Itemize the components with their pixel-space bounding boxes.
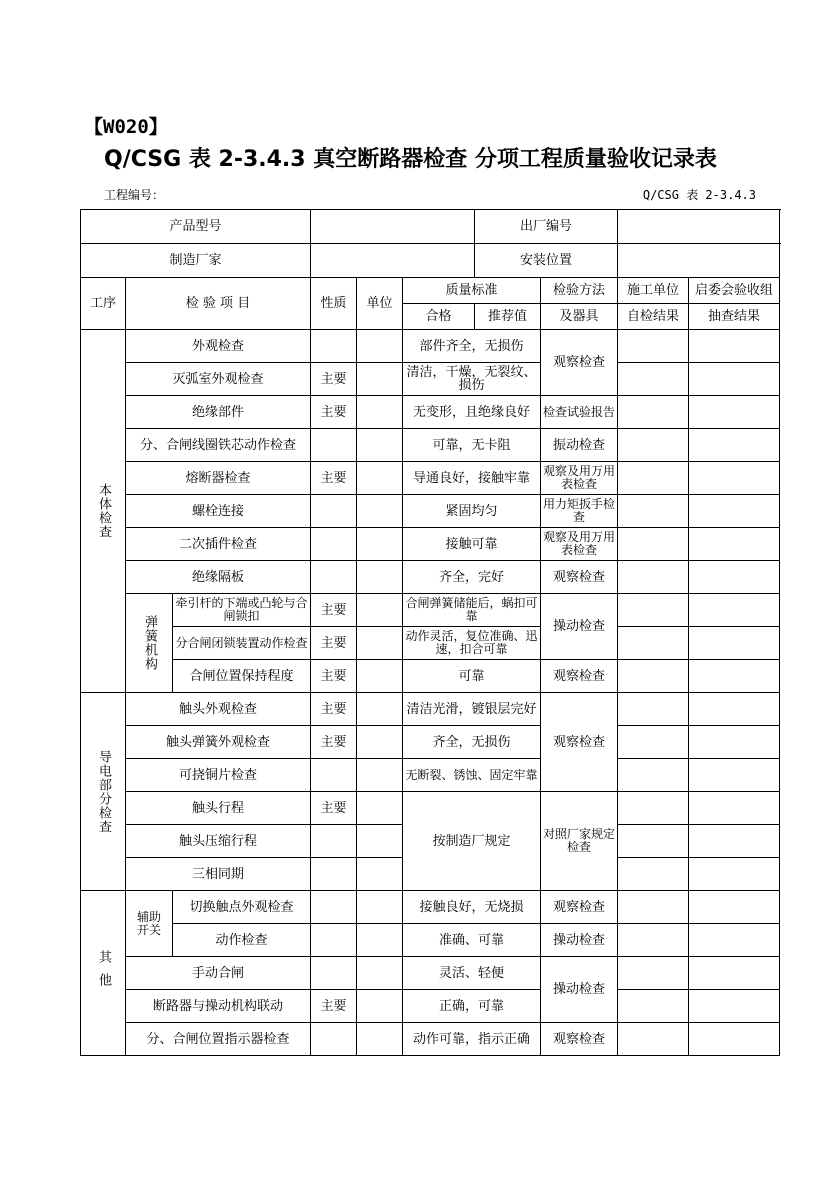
install-location-label: 安装位置: [475, 244, 618, 278]
table-row: [81, 462, 780, 495]
item: 触头压缩行程: [126, 825, 311, 858]
nature: [311, 759, 357, 792]
self-check-cell[interactable]: [618, 792, 689, 825]
method: 用力矩扳手检查: [541, 495, 618, 528]
unit-cell[interactable]: [357, 957, 403, 990]
nature: [311, 891, 357, 924]
self-check-cell[interactable]: [618, 924, 689, 957]
unit-cell[interactable]: [357, 990, 403, 1023]
nature: [311, 429, 357, 462]
inspection-table: [80, 209, 780, 1056]
table-row: [81, 726, 780, 759]
method: 观察及用万用表检查: [541, 462, 618, 495]
item: 触头弹簧外观检查: [126, 726, 311, 759]
standard: 准确、可靠: [403, 924, 541, 957]
item: 外观检查: [126, 330, 311, 363]
committee-cell[interactable]: [689, 594, 780, 627]
item: 分、合闸线圈铁芯动作检查: [126, 429, 311, 462]
committee-cell[interactable]: [689, 891, 780, 924]
group-body: 本体检查: [81, 330, 126, 693]
unit-cell[interactable]: [357, 495, 403, 528]
standard: 接触良好，无烧损: [403, 891, 541, 924]
table-row: [81, 924, 780, 957]
self-check-cell[interactable]: [618, 495, 689, 528]
item: 螺栓连接: [126, 495, 311, 528]
standard: 无变形，且绝缘良好: [403, 396, 541, 429]
self-check-cell[interactable]: [618, 825, 689, 858]
col-item: 检 验 项 目: [126, 278, 311, 330]
nature: [311, 528, 357, 561]
col-process: 工序: [81, 278, 126, 330]
committee-cell[interactable]: [689, 726, 780, 759]
nature: [311, 1023, 357, 1056]
table-row: [81, 1023, 780, 1056]
factory-no-value[interactable]: [618, 210, 780, 244]
committee-cell[interactable]: [689, 561, 780, 594]
item: 动作检查: [173, 924, 311, 957]
committee-cell[interactable]: [689, 396, 780, 429]
col-method-1: 检验方法: [541, 278, 618, 304]
table-row: [81, 429, 780, 462]
self-check-cell[interactable]: [618, 726, 689, 759]
committee-cell[interactable]: [689, 660, 780, 693]
install-location-value[interactable]: [618, 244, 780, 278]
method: 操动检查: [541, 924, 618, 957]
standard: 无断裂、锈蚀、固定牢靠: [403, 759, 541, 792]
col-recommended: 推荐值: [475, 304, 541, 330]
standard: 齐全，完好: [403, 561, 541, 594]
item: 分、合闸位置指示器检查: [126, 1023, 311, 1056]
nature: [311, 561, 357, 594]
table-row: [81, 693, 780, 726]
unit-cell[interactable]: [357, 462, 403, 495]
item: 合闸位置保持程度: [173, 660, 311, 693]
nature: 主要: [311, 627, 357, 660]
self-check-cell[interactable]: [618, 858, 689, 891]
item: 分合闸闭锁装置动作检查: [173, 627, 311, 660]
unit-cell[interactable]: [357, 330, 403, 363]
standard: 齐全，无损伤: [403, 726, 541, 759]
committee-cell[interactable]: [689, 627, 780, 660]
self-check-cell[interactable]: [618, 957, 689, 990]
committee-cell[interactable]: [689, 462, 780, 495]
unit-cell[interactable]: [357, 726, 403, 759]
standard: 可靠: [403, 660, 541, 693]
item: 可挠铜片检查: [126, 759, 311, 792]
nature: 主要: [311, 792, 357, 825]
item: 牵引杆的下端或凸轮与合闸锁扣: [173, 594, 311, 627]
unit-cell[interactable]: [357, 561, 403, 594]
table-row: [81, 990, 780, 1023]
nature: [311, 330, 357, 363]
nature: 主要: [311, 396, 357, 429]
self-check-cell[interactable]: [618, 462, 689, 495]
method: 振动检查: [541, 429, 618, 462]
table-row: [81, 561, 780, 594]
item: 断路器与操动机构联动: [126, 990, 311, 1023]
method: 观察检查: [541, 1023, 618, 1056]
committee-cell[interactable]: [689, 924, 780, 957]
self-check-cell[interactable]: [618, 1023, 689, 1056]
self-check-cell[interactable]: [618, 693, 689, 726]
self-check-cell[interactable]: [618, 627, 689, 660]
table-row: [81, 528, 780, 561]
committee-cell[interactable]: [689, 792, 780, 825]
unit-cell[interactable]: [357, 891, 403, 924]
self-check-cell[interactable]: [618, 396, 689, 429]
item: 熔断器检查: [126, 462, 311, 495]
item: 绝缘隔板: [126, 561, 311, 594]
committee-cell[interactable]: [689, 858, 780, 891]
unit-cell[interactable]: [357, 429, 403, 462]
col-qualified: 合格: [403, 304, 475, 330]
item: 二次插件检查: [126, 528, 311, 561]
table-row: [81, 330, 780, 363]
committee-cell[interactable]: [689, 495, 780, 528]
nature: 主要: [311, 693, 357, 726]
committee-cell[interactable]: [689, 990, 780, 1023]
self-check-cell[interactable]: [618, 528, 689, 561]
col-self-2: 自检结果: [618, 304, 689, 330]
col-self-1: 施工单位: [618, 278, 689, 304]
nature: [311, 957, 357, 990]
method: 检查试验报告: [541, 396, 618, 429]
page-title: Q/CSG 表 2-3.4.3 真空断路器检查 分项工程质量验收记录表: [104, 147, 717, 172]
nature: [311, 858, 357, 891]
unit-cell[interactable]: [357, 792, 403, 825]
self-check-cell[interactable]: [618, 594, 689, 627]
unit-cell[interactable]: [357, 825, 403, 858]
table-row: [81, 957, 780, 990]
form-code: 【W020】: [84, 116, 168, 138]
self-check-cell[interactable]: [618, 990, 689, 1023]
committee-cell[interactable]: [689, 693, 780, 726]
factory-no-label: 出厂编号: [475, 210, 618, 244]
method: 观察检查: [541, 693, 618, 792]
standard: 合闸弹簧储能后，蜗扣可靠: [403, 594, 541, 627]
method: 观察及用万用表检查: [541, 528, 618, 561]
standard: 灵活、轻便: [403, 957, 541, 990]
method: 观察检查: [541, 561, 618, 594]
table-row: [81, 660, 780, 693]
standard: 接触可靠: [403, 528, 541, 561]
table-row: [81, 363, 780, 396]
item: 灭弧室外观检查: [126, 363, 311, 396]
item: 切换触点外观检查: [173, 891, 311, 924]
method: 观察检查: [541, 891, 618, 924]
table-row: [81, 495, 780, 528]
col-committee-1: 启委会验收组: [689, 278, 780, 304]
standard: 正确，可靠: [403, 990, 541, 1023]
table-number: Q/CSG 表 2-3.4.3: [642, 188, 756, 202]
unit-cell[interactable]: [357, 528, 403, 561]
standard: 紧固均匀: [403, 495, 541, 528]
manufacturer-label: 制造厂家: [81, 244, 311, 278]
group-spring: 弹簧机构: [126, 594, 173, 693]
unit-cell[interactable]: [357, 627, 403, 660]
unit-cell[interactable]: [357, 924, 403, 957]
committee-cell[interactable]: [689, 1023, 780, 1056]
col-unit: 单位: [357, 278, 403, 330]
manufacturer-value[interactable]: [311, 244, 475, 278]
project-number-label: 工程编号：: [104, 188, 165, 202]
standard: 可靠，无卡阻: [403, 429, 541, 462]
unit-cell[interactable]: [357, 759, 403, 792]
unit-cell[interactable]: [357, 693, 403, 726]
table-row: [81, 891, 780, 924]
self-check-cell[interactable]: [618, 891, 689, 924]
nature: [311, 924, 357, 957]
standard: 清洁，干燥，无裂纹、损伤: [403, 363, 541, 396]
method: 操动检查: [541, 957, 618, 1023]
table-row: [81, 759, 780, 792]
method: 观察检查: [541, 330, 618, 396]
group-aux-switch: 辅助开关: [126, 891, 173, 957]
nature: [311, 495, 357, 528]
col-method-2: 及器具: [541, 304, 618, 330]
self-check-cell[interactable]: [618, 561, 689, 594]
self-check-cell[interactable]: [618, 660, 689, 693]
nature: [311, 825, 357, 858]
nature: 主要: [311, 594, 357, 627]
method: 对照厂家规定检查: [541, 792, 618, 891]
unit-cell[interactable]: [357, 858, 403, 891]
table-row: [81, 594, 780, 627]
committee-cell[interactable]: [689, 429, 780, 462]
standard: 动作可靠，指示正确: [403, 1023, 541, 1056]
committee-cell[interactable]: [689, 957, 780, 990]
table-row: [81, 627, 780, 660]
unit-cell[interactable]: [357, 396, 403, 429]
unit-cell[interactable]: [357, 1023, 403, 1056]
group-other: 其他: [81, 891, 126, 1056]
committee-cell[interactable]: [689, 825, 780, 858]
standard: 清洁光滑，镀银层完好: [403, 693, 541, 726]
self-check-cell[interactable]: [618, 363, 689, 396]
product-model-value[interactable]: [311, 210, 475, 244]
committee-cell[interactable]: [689, 363, 780, 396]
unit-cell[interactable]: [357, 594, 403, 627]
item: 三相同期: [126, 858, 311, 891]
item: 绝缘部件: [126, 396, 311, 429]
nature: 主要: [311, 990, 357, 1023]
method: 操动检查: [541, 594, 618, 660]
col-quality: 质量标准: [403, 278, 541, 304]
nature: 主要: [311, 462, 357, 495]
method: 观察检查: [541, 660, 618, 693]
nature: 主要: [311, 363, 357, 396]
self-check-cell[interactable]: [618, 429, 689, 462]
item: 手动合闸: [126, 957, 311, 990]
col-nature: 性质: [311, 278, 357, 330]
table-row: [81, 396, 780, 429]
nature: 主要: [311, 726, 357, 759]
unit-cell[interactable]: [357, 363, 403, 396]
product-model-label: 产品型号: [81, 210, 311, 244]
item: 触头行程: [126, 792, 311, 825]
committee-cell[interactable]: [689, 528, 780, 561]
standard: 按制造厂规定: [403, 792, 541, 891]
self-check-cell[interactable]: [618, 330, 689, 363]
standard: 导通良好，接触牢靠: [403, 462, 541, 495]
committee-cell[interactable]: [689, 330, 780, 363]
self-check-cell[interactable]: [618, 759, 689, 792]
col-committee-2: 抽查结果: [689, 304, 780, 330]
unit-cell[interactable]: [357, 660, 403, 693]
standard: 动作灵活，复位准确、迅速，扣合可靠: [403, 627, 541, 660]
standard: 部件齐全，无损伤: [403, 330, 541, 363]
group-conductive: 导电部分检查: [81, 693, 126, 891]
committee-cell[interactable]: [689, 759, 780, 792]
item: 触头外观检查: [126, 693, 311, 726]
table-row: [81, 792, 780, 825]
nature: 主要: [311, 660, 357, 693]
